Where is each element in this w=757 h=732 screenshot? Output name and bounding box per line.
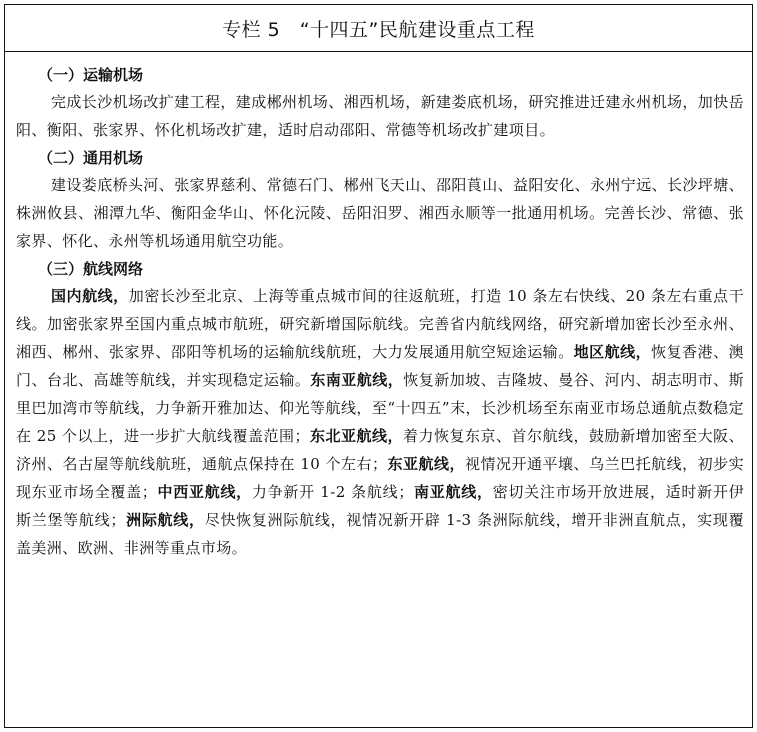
section-heading-transport-airports: （一）运输机场 — [38, 66, 144, 84]
text-domestic-routes: 加密长沙至北京、上海等重点城市间的往返航班，打造 10 条左右快线、20 条左右重点干线。加密张家界至国内重点城市航班，研究新增国际航线。完善省内航线网络，研究新增加密长沙至永州、湘西、郴州、张家界、邵阳等机场的运输航线航班，大力发展通用航空短途运输。 — [16, 287, 744, 361]
text-east-asia-routes: 视情况开通平壤、乌兰巴托航线，初步实现东亚市场全覆盖； — [16, 455, 744, 501]
section-heading-route-network: （三）航线网络 — [38, 260, 144, 278]
label-southeast-asia-routes: 东南亚航线， — [310, 371, 404, 389]
label-east-asia-routes: 东亚航线， — [387, 455, 466, 473]
text-south-asia-routes: 密切关注市场开放进展，适时新开伊斯兰堡等航线； — [16, 483, 744, 529]
text-northeast-asia-routes: 着力恢复东京、首尔航线，鼓励新增加密至大阪、济州、名古屋等航线航班，通航点保持在 10 个左右； — [16, 427, 744, 473]
column-title: 专栏 5 “十四五”民航建设重点工程 — [5, 5, 752, 52]
column-content — [5, 52, 752, 562]
label-northeast-asia-routes: 东北亚航线， — [309, 427, 404, 445]
label-intercontinental-routes: 洲际航线， — [125, 511, 205, 529]
section-body-general-airports: 建设娄底桥头河、张家界慈利、常德石门、郴州飞天山、邵阳莨山、益阳安化、永州宁远、长沙坪塘、株洲攸县、湘潭九华、衡阳金华山、怀化沅陵、岳阳汨罗、湘西永顺等一批通用机场。完善长沙、常德、张家界、怀化、永州等机场通用航空功能。 — [16, 176, 745, 250]
label-south-asia-routes: 南亚航线， — [413, 483, 493, 501]
text-regional-routes: 恢复香港、澳门、台北、高雄等航线，并实现稳定运输。 — [16, 343, 744, 389]
section-body-transport-airports: 完成长沙机场改扩建工程，建成郴州机场、湘西机场，新建娄底机场，研究推进迁建永州机场，加快岳阳、衡阳、张家界、怀化机场改扩建，适时启动邵阳、常德等机场改扩建项目。 — [16, 93, 745, 139]
text-intercontinental-routes: 尽快恢复洲际航线，视情况新开辟 1-3 条洲际航线，增开非洲直航点，实现覆盖美洲、欧洲、非洲等重点市场。 — [16, 511, 744, 557]
section-body-route-network — [16, 282, 744, 562]
column-box — [4, 4, 753, 728]
label-regional-routes: 地区航线， — [573, 343, 652, 361]
text-central-west-asia-routes: 力争新开 1-2 条航线； — [251, 483, 414, 501]
label-central-west-asia-routes: 中西亚航线， — [157, 483, 252, 501]
text-southeast-asia-routes: 恢复新加坡、吉隆坡、曼谷、河内、胡志明市、斯里巴加湾市等航线，力争新开雅加达、仰光等航线，至“十四五”末，长沙机场至东南亚市场总通航点数稳定在 25 个以上，进一步扩大航线覆盖范围； — [16, 371, 744, 445]
section-heading-general-airports: （二）通用机场 — [38, 149, 144, 167]
label-domestic-routes: 国内航线， — [51, 287, 129, 305]
